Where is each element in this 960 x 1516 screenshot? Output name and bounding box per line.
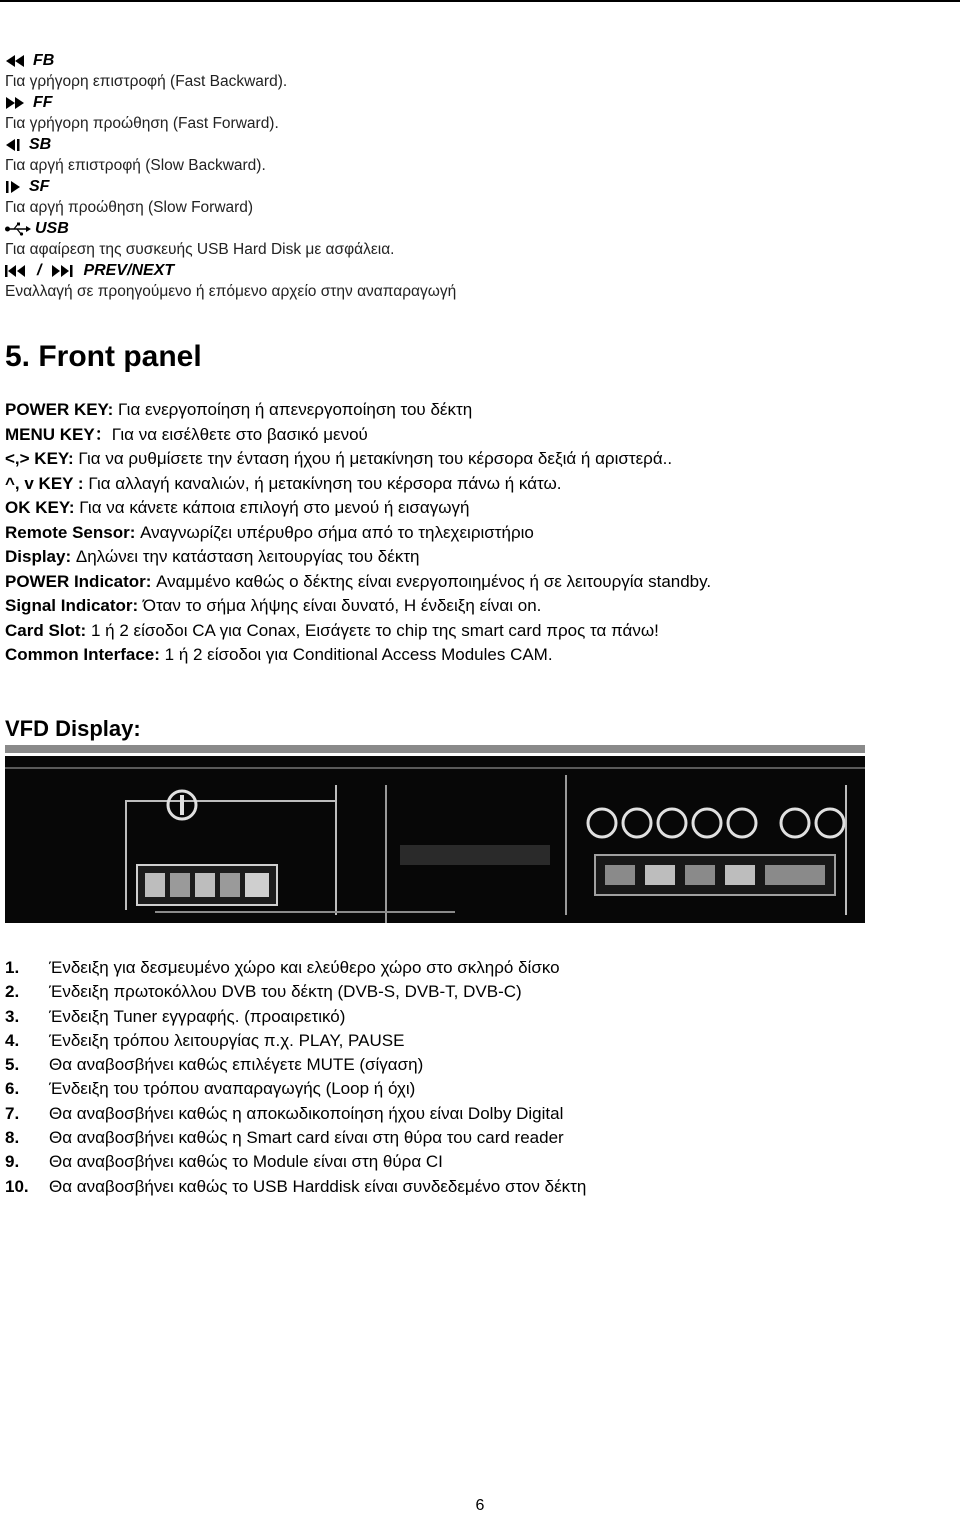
function-heading-prev-next bbox=[5, 260, 905, 281]
key-row bbox=[5, 423, 955, 448]
key-name: POWER KEY: bbox=[5, 400, 114, 419]
key-name: Card Slot: bbox=[5, 620, 87, 640]
function-label: PREV/NEXT bbox=[83, 261, 175, 279]
key-name: Signal Indicator: bbox=[5, 596, 139, 615]
item-text: Ένδειξη πρωτοκόλλου DVB του δέκτη (DVB-S, DVB-T, DVB-C) bbox=[49, 982, 522, 1002]
key-row bbox=[5, 545, 955, 570]
function-label: SB bbox=[29, 135, 52, 153]
list-item bbox=[5, 1102, 955, 1126]
item-text: Θα αναβοσβήνει καθώς το USB Harddisk είναι συνδεδεμένο στον δέκτη bbox=[49, 1176, 587, 1196]
key-row bbox=[5, 594, 955, 619]
function-label: SF bbox=[29, 177, 50, 195]
key-name: MENU KEY： bbox=[5, 424, 112, 444]
key-row bbox=[5, 521, 955, 546]
function-description: Για γρήγορη προώθηση (Fast Forward). bbox=[5, 115, 279, 132]
prev-next-separator: / bbox=[37, 261, 42, 279]
vfd-display-title: VFD Display: bbox=[5, 716, 141, 741]
function-heading-ff bbox=[5, 92, 905, 113]
vfd-legend-list bbox=[5, 956, 955, 1199]
list-item bbox=[5, 1029, 955, 1053]
key-row bbox=[5, 472, 955, 497]
fast-backward-icon bbox=[5, 54, 25, 68]
item-number: 5. bbox=[5, 1055, 20, 1075]
function-heading-usb bbox=[5, 218, 905, 239]
front-panel-key-list bbox=[5, 398, 955, 668]
item-number: 10. bbox=[5, 1176, 29, 1196]
section-title: 5. Front panel bbox=[5, 340, 202, 373]
top-rule bbox=[0, 0, 960, 2]
list-item bbox=[5, 1005, 955, 1029]
key-row bbox=[5, 398, 955, 423]
slow-backward-icon bbox=[5, 138, 21, 152]
key-description: 1 ή 2 είσοδοι CA για Conax, Εισάγετε το chip της smart card προς τα πάνω! bbox=[86, 620, 659, 640]
item-number: 6. bbox=[5, 1079, 20, 1099]
key-row bbox=[5, 570, 955, 595]
key-description: 1 ή 2 είσοδοι για Conditional Access Modules CAM. bbox=[159, 645, 553, 664]
key-name: Display: bbox=[5, 547, 72, 566]
key-description: Για αλλαγή καναλιών, ή μετακίνηση του κέρσορα πάνω ή κάτω. bbox=[83, 473, 562, 493]
item-number: 1. bbox=[5, 958, 20, 977]
item-number: 2. bbox=[5, 982, 20, 1002]
list-item bbox=[5, 1053, 955, 1077]
function-heading-fb bbox=[5, 50, 905, 71]
item-text: Ένδειξη για δεσμευμένο χώρο και ελεύθερο χώρο στο σκληρό δίσκο bbox=[49, 958, 560, 977]
item-number: 3. bbox=[5, 1006, 20, 1026]
key-description: Για να ρυθμίσετε την ένταση ήχου ή μετακίνηση του κέρσορα δεξιά ή αριστερά.. bbox=[73, 449, 673, 468]
list-item bbox=[5, 980, 955, 1004]
function-label: FB bbox=[33, 51, 55, 69]
list-item bbox=[5, 1126, 955, 1150]
function-description: Εναλλαγή σε προηγούμενο ή επόμενο αρχείο στην αναπαραγωγή bbox=[5, 283, 457, 300]
function-heading-sf bbox=[5, 176, 905, 197]
key-description: Όταν το σήμα λήψης είναι δυνατό, Η ένδειξη είναι on. bbox=[138, 596, 542, 615]
key-name: <,> KEY: bbox=[5, 449, 74, 468]
key-row bbox=[5, 643, 955, 668]
key-row bbox=[5, 496, 955, 521]
function-description: Για αργή επιστροφή (Slow Backward). bbox=[5, 157, 266, 174]
key-description: Για να εισέλθετε στο βασικό μενού bbox=[111, 424, 368, 444]
key-description: Για να κάνετε κάποια επιλογή στο μενού ή εισαγωγή bbox=[74, 498, 470, 517]
vfd-display-image bbox=[5, 745, 865, 931]
item-number: 7. bbox=[5, 1103, 20, 1123]
item-text: Ένδειξη του τρόπου αναπαραγωγής (Loop ή όχι) bbox=[49, 1079, 416, 1099]
item-text: Θα αναβοσβήνει καθώς η Smart card είναι στη θύρα του card reader bbox=[49, 1128, 564, 1148]
list-item bbox=[5, 1077, 955, 1101]
key-description: Δηλώνει την κατάσταση λειτουργίας του δέκτη bbox=[71, 547, 420, 566]
fast-forward-icon bbox=[5, 96, 25, 110]
function-description: Για γρήγορη επιστροφή (Fast Backward). bbox=[5, 73, 288, 90]
item-text: Θα αναβοσβήνει καθώς το Module είναι στη θύρα CI bbox=[49, 1152, 443, 1172]
usb-icon bbox=[5, 222, 31, 236]
item-text: Θα αναβοσβήνει καθώς επιλέγετε MUTE (σίγαση) bbox=[49, 1055, 424, 1075]
item-number: 9. bbox=[5, 1152, 20, 1172]
function-description: Για αφαίρεση της συσκευής USB Hard Disk με ασφάλεια. bbox=[5, 241, 395, 258]
function-label: USB bbox=[35, 219, 69, 237]
key-description: Για ενεργοποίηση ή απενεργοποίηση του δέκτη bbox=[113, 400, 473, 419]
key-name: Remote Sensor: bbox=[5, 522, 136, 542]
key-row bbox=[5, 619, 955, 644]
item-number: 4. bbox=[5, 1030, 20, 1050]
list-item bbox=[5, 1150, 955, 1174]
key-name: Common Interface: bbox=[5, 645, 160, 664]
item-text: Ένδειξη Tuner εγγραφής. (προαιρετικό) bbox=[49, 1006, 346, 1026]
key-description: Αναγνωρίζει υπέρυθρο σήμα από το τηλεχειριστήριο bbox=[135, 522, 534, 542]
item-number: 8. bbox=[5, 1128, 20, 1148]
page-number: 6 bbox=[475, 1497, 485, 1514]
list-item bbox=[5, 1175, 955, 1199]
key-row bbox=[5, 447, 955, 472]
key-description: Αναμμένο καθώς ο δέκτης είναι ενεργοποιημένος ή σε λειτουργία standby. bbox=[151, 571, 712, 591]
key-name: POWER Indicator: bbox=[5, 571, 152, 591]
function-label: FF bbox=[33, 93, 53, 111]
item-text: Ένδειξη τρόπου λειτουργίας π.χ. PLAY, PAUSE bbox=[49, 1030, 405, 1050]
function-description: Για αργή προώθηση (Slow Forward) bbox=[5, 199, 254, 216]
item-text: Θα αναβοσβήνει καθώς η αποκωδικοποίηση ήχου είναι Dolby Digital bbox=[49, 1103, 564, 1123]
function-list bbox=[5, 50, 905, 302]
key-name: ^, v KEY : bbox=[5, 473, 84, 493]
prev-icon bbox=[5, 264, 27, 278]
list-item bbox=[5, 956, 955, 980]
slow-forward-icon bbox=[5, 180, 21, 194]
next-icon bbox=[51, 264, 73, 278]
key-name: OK KEY: bbox=[5, 498, 75, 517]
function-heading-sb bbox=[5, 134, 905, 155]
